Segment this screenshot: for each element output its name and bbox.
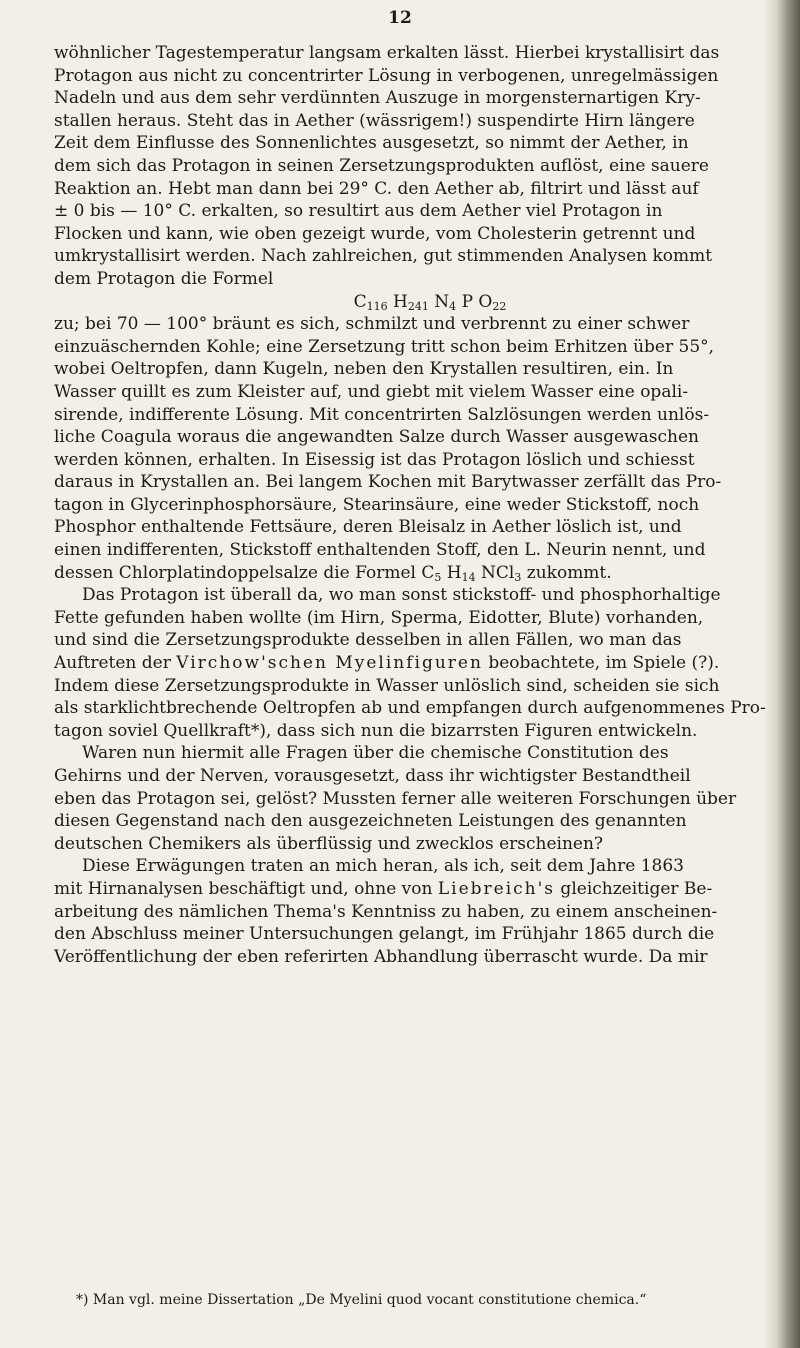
formula-h-subscript: 241 [407, 299, 429, 313]
text-line: wobei Oeltropfen, dann Kugeln, neben den Krystallen resultiren, ein. In [54, 359, 674, 380]
formula-h: H [393, 291, 408, 312]
text-line: arbeitung des nämlichen Thema's Kenntniss zu haben, zu einem anscheinen- [54, 901, 718, 922]
text-line: als starklichtbrechende Oeltropfen ab und empfangen durch aufgenommenes Pro- [54, 698, 766, 719]
text-line: daraus in Krystallen an. Bei langem Kochen mit Barytwasser zerfällt das Pro- [54, 472, 722, 493]
text-line: diesen Gegenstand nach den ausgezeichneten Leistungen des genannten [54, 811, 687, 832]
formula-o: O [478, 291, 493, 312]
formula-subscript: 14 [461, 570, 476, 584]
body-text [54, 42, 766, 968]
text-line: Nadeln und aus dem sehr verdünnten Auszuge in morgensternartigen Kry- [54, 88, 701, 109]
text-line: Indem diese Zersetzungsprodukte in Wasser unlöslich sind, scheiden sie sich [54, 675, 720, 696]
text-line: dem Protagon die Formel [54, 268, 274, 289]
formula-c-subscript: 116 [366, 299, 388, 313]
text-line: ± 0 bis — 10° C. erkalten, so resultirt aus dem Aether viel Protagon in [54, 201, 663, 222]
text-line: Diese Erwägungen traten an mich heran, als ich, seit dem Jahre 1863 [82, 856, 684, 877]
text-line: werden können, erhalten. In Eisessig ist das Protagon löslich und schiesst [54, 449, 695, 470]
virchow-line: Auftreten der Virchow'schen Myelinfiguren beobachtete, im Spiele (?). [54, 653, 720, 674]
text-line: liche Coagula woraus die angewandten Salze durch Wasser ausgewaschen [54, 427, 699, 448]
text-line: stallen heraus. Steht das in Aether (wässrigem!) suspendirte Hirn längere [54, 110, 695, 131]
text-line: Gehirns und der Nerven, vorausgesetzt, dass ihr wichtigster Bestandtheil [54, 766, 691, 786]
chloroplatinum-formula-line: dessen Chlorplatindoppelsalze die Formel $C_5$ $H_{14}$ NCl$_3$ zukommt. [54, 562, 612, 584]
text-line: Reaktion an. Hebt man dann bei 29° C. den Aether ab, filtrirt und lässt auf [54, 178, 699, 199]
text-line: den Abschluss meiner Untersuchungen gelangt, im Frühjahr 1865 durch die [54, 924, 715, 945]
formula-p: P [461, 291, 474, 312]
spaced-name: Liebreich's [437, 878, 556, 899]
page-number: 12 [388, 8, 412, 28]
text-line: und sind die Zersetzungsprodukte desselben in allen Fällen, wo man das [54, 630, 682, 651]
text-line: eben das Protagon sei, gelöst? Mussten ferner alle weiteren Forschungen über [54, 788, 737, 809]
formula-o-subscript: 22 [492, 299, 507, 313]
formula-subscript: 5 [434, 570, 442, 584]
text-line: Protagon aus nicht zu concentrirter Lösung in verbogenen, unregelmässigen [54, 65, 719, 86]
text-line: sirende, indifferente Lösung. Mit concentrirten Salzlösungen werden unlös- [54, 404, 710, 425]
text-line: tagon in Glycerinphosphorsäure, Stearinsäure, eine weder Stickstoff, noch [54, 494, 700, 515]
formula-c: C [353, 291, 367, 312]
page-edge-shadow [764, 0, 800, 1348]
text-line: umkrystallisirt werden. Nach zahlreichen, gut stimmenden Analysen kommt [54, 246, 713, 267]
text-line: zu; bei 70 — 100° bräunt es sich, schmilzt und verbrennt zu einer schwer [54, 314, 690, 335]
text-line: dem sich das Protagon in seinen Zersetzungsprodukten auflöst, eine sauere [54, 155, 709, 176]
text-line: Fette gefunden haben wollte (im Hirn, Sperma, Eidotter, Blute) vorhanden, [54, 607, 704, 628]
formula-n-subscript: 4 [449, 299, 457, 313]
text-line: Wasser quillt es zum Kleister auf, und giebt mit vielem Wasser eine opali- [54, 381, 689, 402]
text-line: einzuäschernden Kohle; eine Zersetzung tritt schon beim Erhitzen über 55°, [54, 336, 715, 357]
footnote: *) Man vgl. meine Dissertation „De Myelini quod vocant constitutione chemica.“ [76, 1292, 647, 1308]
formula-n: N [434, 291, 450, 312]
text-line: Phosphor enthaltende Fettsäure, deren Bleisalz in Aether löslich ist, und [54, 517, 682, 538]
text-line: wöhnlicher Tagestemperatur langsam erkalten lässt. Hierbei krystallisirt das [54, 43, 720, 63]
spaced-name: Virchow'schen Myelinfiguren [176, 653, 483, 674]
text-line: Das Protagon ist überall da, wo man sonst stickstoff- und phosphorhaltige [82, 585, 721, 606]
text-line: Zeit dem Einflusse des Sonnenlichtes ausgesetzt, so nimmt der Aether, in [54, 133, 689, 154]
text-line: Flocken und kann, wie oben gezeigt wurde, vom Cholesterin getrennt und [54, 223, 696, 244]
liebreich-line: mit Hirnanalysen beschäftigt und, ohne von Liebreich's gleichzeitiger Be- [54, 878, 713, 899]
text-line: Veröffentlichung der eben referirten Abhandlung überrascht wurde. Da mir [54, 946, 708, 967]
text-line: Waren nun hiermit alle Fragen über die chemische Constitution des [82, 743, 669, 764]
text-line: einen indifferenten, Stickstoff enthaltenden Stoff, den L. Neurin nennt, und [54, 540, 706, 561]
text-line: tagon soviel Quellkraft*), dass sich nun die bizarrsten Figuren entwickeln. [54, 720, 698, 741]
formula-subscript: 3 [514, 570, 522, 584]
protagon-formula [54, 291, 766, 314]
text-line: deutschen Chemikers als überflüssig und zwecklos erscheinen? [54, 833, 604, 854]
